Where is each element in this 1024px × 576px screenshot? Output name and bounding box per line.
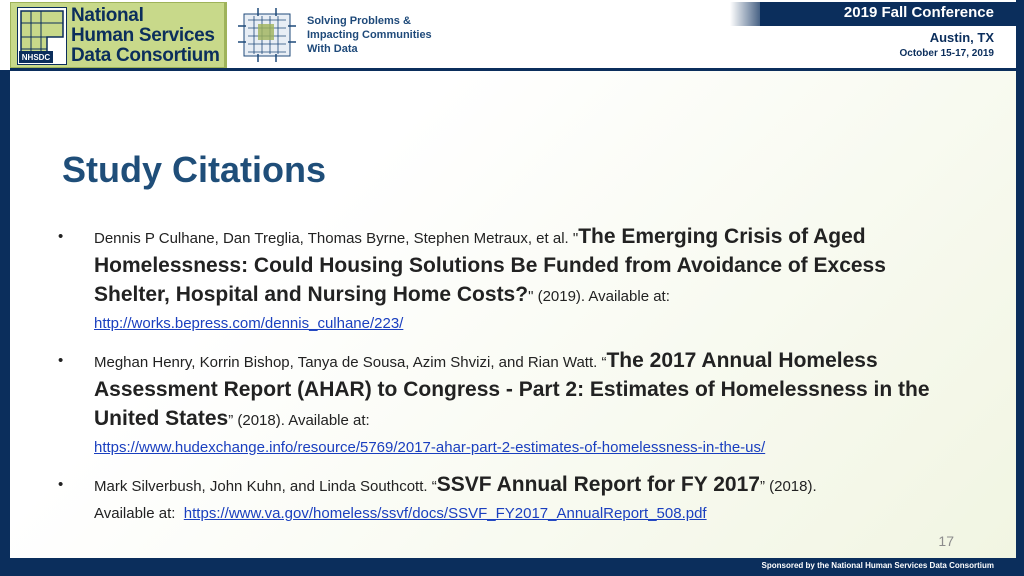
logo-abbr: NHSDC bbox=[21, 53, 51, 62]
tagline-line-2: Impacting Communities bbox=[307, 29, 432, 41]
logo-line-2: Human Services bbox=[71, 25, 215, 46]
citation-link[interactable]: https://www.va.gov/homeless/ssvf/docs/SSVF_FY2017_AnnualReport_508.pdf bbox=[183, 505, 707, 522]
logo-divider bbox=[225, 2, 227, 68]
slide-body bbox=[10, 71, 1016, 558]
citation-link[interactable]: http://works.bepress.com/dennis_culhane/223/ bbox=[94, 315, 404, 332]
citation-work-title: SSVF Annual Report for FY 2017 bbox=[436, 473, 760, 496]
tagline-line-3: With Data bbox=[307, 43, 358, 55]
tagline-line-1: Solving Problems & bbox=[307, 15, 411, 27]
citation-item bbox=[58, 471, 958, 527]
logo-text bbox=[71, 6, 220, 66]
citation-link-prefix: Available at: bbox=[94, 505, 176, 522]
tagline bbox=[307, 14, 432, 56]
circuit-emblem-icon bbox=[236, 6, 298, 64]
footer-sponsor-text: Sponsored by the National Human Services Data Consortium bbox=[761, 561, 994, 570]
citation-authors: Mark Silverbush, John Kuhn, and Linda Southcott. “ bbox=[94, 478, 437, 495]
citation-item bbox=[58, 347, 958, 461]
citation-item bbox=[58, 223, 958, 337]
citation-work-title: The 2017 Annual Homeless Assessment Report (AHAR) to Congress - Part 2: Estimates of Homelessness in the United States bbox=[94, 349, 930, 430]
conference-dates: October 15-17, 2019 bbox=[899, 48, 994, 59]
us-map-logo-icon bbox=[17, 7, 67, 65]
page-number: 17 bbox=[938, 533, 954, 549]
bullet: • bbox=[58, 476, 64, 493]
logo-line-3: Data Consortium bbox=[71, 45, 220, 66]
citation-authors: Meghan Henry, Korrin Bishop, Tanya de Sousa, Azim Shvizi, and Rian Watt. “ bbox=[94, 354, 607, 371]
slide-title: Study Citations bbox=[62, 149, 327, 190]
citation-year: " (2019). Available at: bbox=[528, 288, 670, 305]
bullet: • bbox=[58, 228, 64, 245]
bullet: • bbox=[58, 352, 64, 369]
citation-year: ” (2018). bbox=[759, 478, 817, 495]
nhsdc-logo bbox=[10, 2, 225, 68]
conference-title: 2019 Fall Conference bbox=[843, 4, 994, 21]
citation-list bbox=[58, 223, 958, 537]
citation-link[interactable]: https://www.hudexchange.info/resource/5769/2017-ahar-part-2-estimates-of-homelessness-in-the-us/ bbox=[94, 439, 766, 456]
left-border bbox=[0, 70, 10, 558]
right-border bbox=[1016, 0, 1024, 558]
citation-authors: Dennis P Culhane, Dan Treglia, Thomas Byrne, Stephen Metraux, et al. " bbox=[94, 230, 579, 247]
citation-work-title: The Emerging Crisis of Aged Homelessness: Could Housing Solutions Be Funded from Avoidance of Excess Shelter, Hospital and Nursing Home Costs? bbox=[94, 225, 886, 306]
header bbox=[0, 0, 1024, 70]
footer bbox=[0, 558, 1024, 576]
citation-year: ” (2018). Available at: bbox=[228, 412, 370, 429]
logo-line-1: National bbox=[71, 5, 144, 26]
conference-city: Austin, TX bbox=[929, 30, 994, 45]
